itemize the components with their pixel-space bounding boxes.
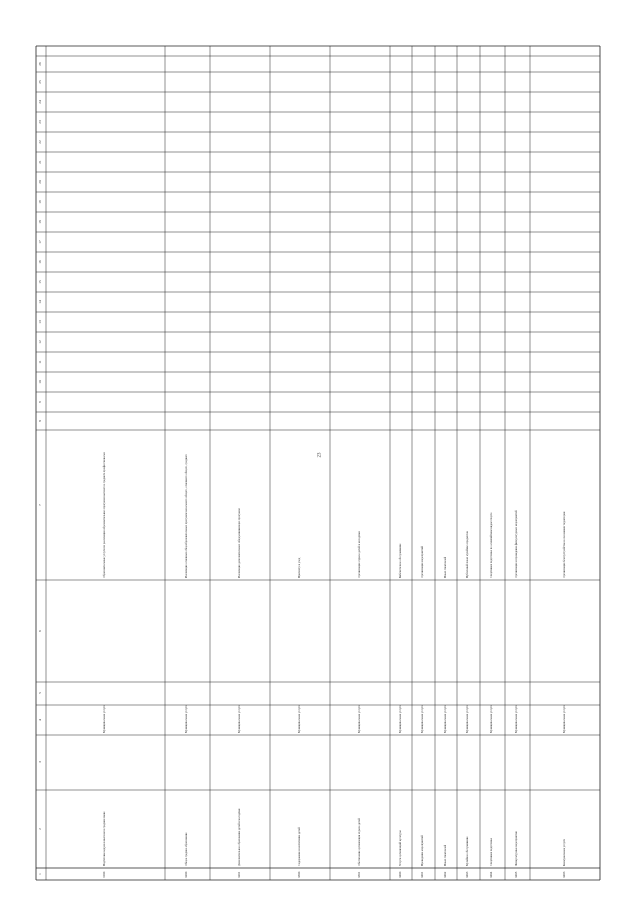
row-description: Реализация дополнительных общеразвивающих программ [238, 508, 241, 578]
column-number-row [38, 62, 42, 875]
row-code: 3200 [184, 871, 188, 878]
column-number: 13 [38, 320, 42, 324]
column-number: 4 [38, 719, 42, 721]
row-code: 3401 [420, 871, 424, 878]
table-grid [36, 46, 600, 880]
row-name: Общее среднее образование [185, 832, 188, 866]
column-number: 6 [38, 630, 42, 632]
column-number: 10 [38, 380, 42, 384]
table-row [357, 531, 361, 878]
row-description: Реализация основных общеобразовательных программ начального общего, основного общего, среднего [185, 454, 188, 578]
row-description: Показ спектаклей [444, 556, 447, 578]
column-number: 15 [38, 280, 42, 284]
row-name: Проведение мероприятий [421, 835, 424, 866]
row-description: Организация и проведение физкультурных мероприятий [515, 510, 518, 578]
column-number: 8 [38, 420, 42, 422]
row-code: 3100 [102, 871, 106, 878]
column-number: 25 [38, 80, 42, 84]
row-name: Спортивная подготовка [490, 837, 493, 866]
column-number: 5 [38, 692, 42, 694]
row-name: Услуги организаций культуры [399, 830, 402, 866]
table-row [562, 511, 566, 878]
row-description: Организация благоустройства и озеленения территории [563, 511, 566, 578]
row-kind: Муниципальная услуга [515, 705, 518, 733]
row-kind: Муниципальная услуга [358, 705, 361, 733]
column-number: 16 [38, 260, 42, 264]
column-number: 17 [38, 240, 42, 244]
column-number: 14 [38, 300, 42, 304]
row-description: Организация отдыха детей и молодёжи [358, 531, 361, 578]
row-name: Коммунальные услуги [563, 839, 566, 866]
table-row [184, 453, 188, 878]
row-code: 3404 [489, 871, 493, 878]
column-number: 21 [38, 160, 42, 164]
row-name: Физкультурные мероприятия [515, 831, 518, 866]
column-number: 1 [38, 873, 42, 875]
table-row [465, 531, 469, 878]
table-row [420, 546, 424, 878]
column-number: 7 [38, 504, 42, 506]
column-number: 3 [38, 761, 42, 763]
row-description: Публичный показ музейных предметов [466, 531, 469, 578]
row-kind: Муниципальная услуга [399, 705, 402, 733]
row-code: 3400 [398, 871, 402, 878]
table-row [237, 508, 241, 878]
column-number: 20 [38, 180, 42, 184]
table-rows [102, 452, 566, 878]
row-code: 3402 [443, 871, 447, 878]
row-name: Дополнительное образование детей и молодёжи [238, 808, 241, 866]
column-number: 12 [38, 340, 42, 344]
row-kind: Муниципальная услуга [466, 705, 469, 733]
page-number: 23 [317, 452, 323, 458]
table-row [398, 543, 402, 878]
table-row [489, 512, 493, 878]
column-number: 22 [38, 140, 42, 144]
row-name: Подготовка кадров в высшем и среднем звене [103, 811, 106, 866]
row-kind: Муниципальная услуга [444, 705, 447, 733]
row-kind: Муниципальная услуга [490, 705, 493, 733]
table-row [443, 556, 447, 878]
table-row [514, 510, 518, 878]
row-code: 3201 [237, 871, 241, 878]
row-name: Содержание и воспитание детей [298, 827, 301, 866]
row-kind: Муниципальная услуга [238, 705, 241, 733]
row-kind: Муниципальная услуга [563, 705, 566, 733]
row-description: Присмотр и уход [298, 557, 301, 578]
row-kind: Муниципальная услуга [298, 705, 301, 733]
row-description: Спортивная подготовка по олимпийским видам спорта [490, 512, 493, 578]
row-kind: Муниципальная услуга [103, 705, 106, 733]
row-code: 3406 [562, 871, 566, 878]
row-name: Музейное обслуживание [466, 836, 469, 866]
row-name: Показ спектаклей [444, 844, 447, 866]
row-code: 3403 [465, 871, 469, 878]
column-number: 2 [38, 828, 42, 830]
row-kind: Муниципальная услуга [185, 705, 188, 733]
row-code: 3300 [297, 871, 301, 878]
row-name: Обеспечение организации отдыха детей [358, 818, 361, 866]
table-row [297, 557, 301, 878]
row-code: 3301 [357, 871, 361, 878]
column-number: 26 [38, 62, 42, 66]
table-row [102, 452, 106, 878]
column-number: 9 [38, 401, 42, 403]
row-description: Образовательные услуги по реализации образовательных программ высшего и среднего профессиональн [103, 452, 106, 578]
column-number: 19 [38, 200, 42, 204]
column-number: 18 [38, 220, 42, 224]
column-number: 23 [38, 120, 42, 124]
column-number: 24 [38, 100, 42, 104]
row-description: Организация мероприятий [421, 546, 424, 578]
row-code: 3405 [514, 871, 518, 878]
row-kind: Муниципальная услуга [421, 705, 424, 733]
row-description: Библиотечное обслуживание [399, 543, 402, 578]
column-number: 11 [38, 360, 42, 364]
